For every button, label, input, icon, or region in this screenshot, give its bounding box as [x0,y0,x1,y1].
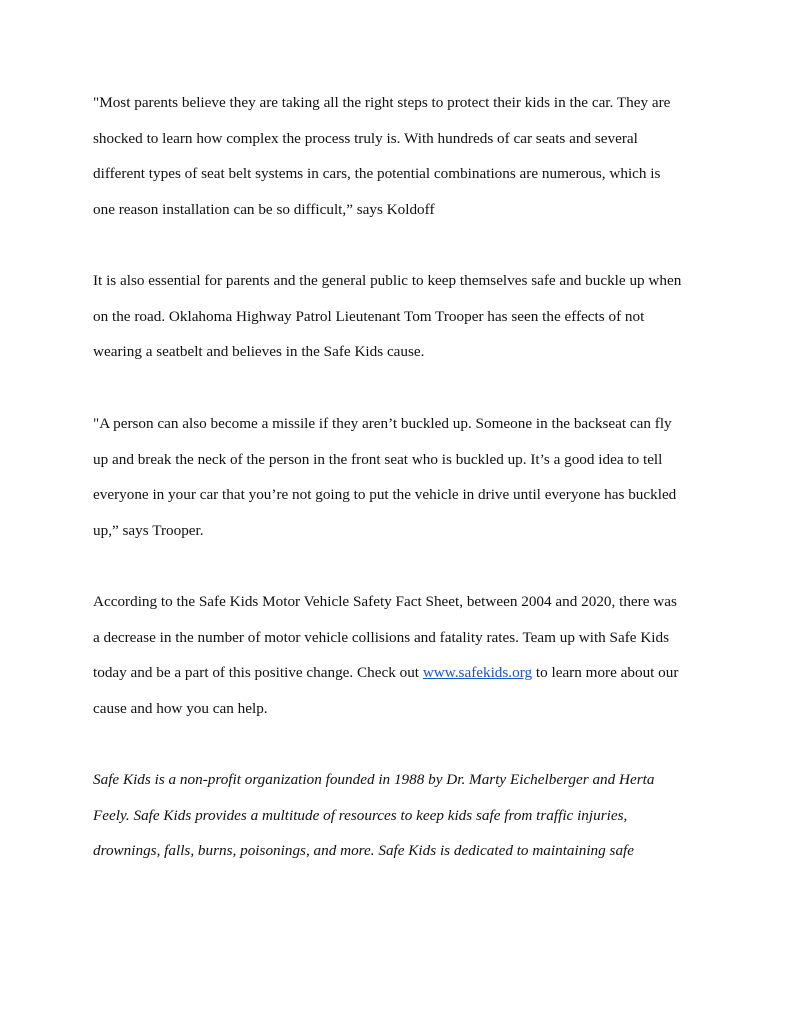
paragraph-about-safe-kids [93,770,703,877]
paragraph-line: a decrease in the number of motor vehicle collisions and fatality rates. Team up with Safe Kids [93,628,670,646]
safekids-link[interactable]: www.safekids.org [422,664,533,682]
paragraph-line-with-link [93,663,703,699]
paragraph-line: It is also essential for parents and the general public to keep themselves safe and buckle up when [93,272,682,289]
link-suffix-text: to learn more about our [532,664,679,682]
link-prefix-text: today and be a part of this positive change. Check out [93,664,423,682]
paragraph-line: up,” says Trooper. [93,521,204,539]
paragraph-line: drownings, falls, burns, poisonings, and more. Safe Kids is dedicated to maintaining safe [93,842,634,860]
paragraph-line: everyone in your car that you’re not going to put the vehicle in drive until everyone has buckled [93,486,677,504]
paragraph-line: Safe Kids is a non-profit organization founded in 1988 by Dr. Marty Eichelberger and Herta [93,771,655,788]
paragraph-line: one reason installation can be so difficult,” says Koldoff [93,200,435,218]
paragraph-line: on the road. Oklahoma Highway Patrol Lieutenant Tom Trooper has seen the effects of not [93,307,645,325]
paragraph-line: shocked to learn how complex the process truly is. With hundreds of car seats and several [93,129,638,147]
paragraph-line: different types of seat belt systems in cars, the potential combinations are numerous, which is [93,165,661,183]
paragraph-koldoff-quote [93,93,703,235]
paragraph-public-safety [93,271,703,378]
paragraph-line: up and break the neck of the person in the front seat who is buckled up. It’s a good idea to tell [93,450,663,468]
paragraph-trooper-quote [93,414,703,556]
paragraph-line: "Most parents believe they are taking all the right steps to protect their kids in the car. They are [93,94,671,111]
paragraph-line: wearing a seatbelt and believes in the Safe Kids cause. [93,343,425,361]
paragraph-line: cause and how you can help. [93,699,268,717]
paragraph-line: According to the Safe Kids Motor Vehicle Safety Fact Sheet, between 2004 and 2020, there was [93,593,677,610]
paragraph-fact-sheet [93,592,703,734]
paragraph-line: Feely. Safe Kids provides a multitude of resources to keep kids safe from traffic injuries, [93,806,628,824]
paragraph-line: "A person can also become a missile if they aren’t buckled up. Someone in the backseat can fly [93,415,672,432]
